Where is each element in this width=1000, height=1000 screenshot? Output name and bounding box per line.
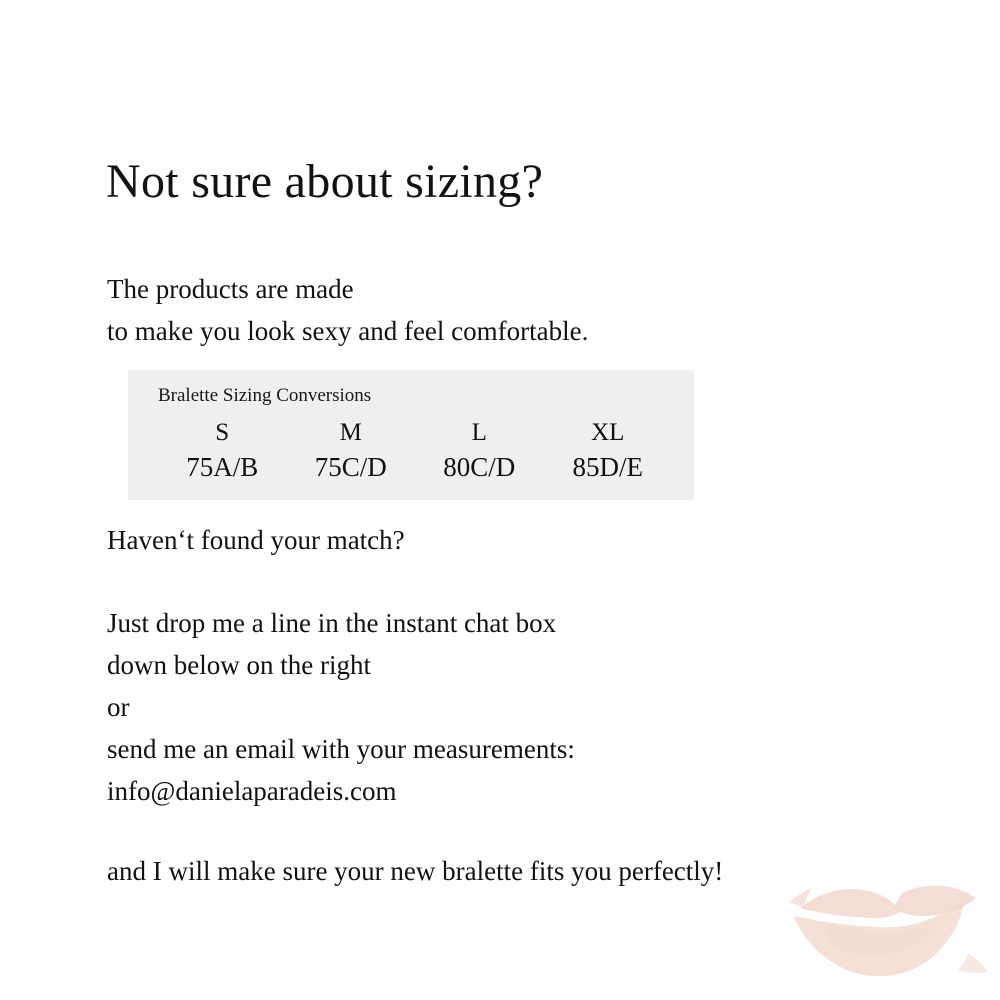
lipstick-kiss-icon bbox=[782, 850, 992, 1000]
contact-line-4: send me an email with your measurements: bbox=[107, 734, 575, 764]
size-label: M bbox=[339, 419, 362, 446]
intro-line-2: to make you look sexy and feel comfortable. bbox=[107, 316, 589, 346]
size-value: 75A/B bbox=[186, 452, 259, 482]
intro-line-1: The products are made bbox=[107, 274, 354, 304]
size-label: S bbox=[215, 419, 230, 446]
contact-line-3: or bbox=[107, 692, 130, 722]
contact-paragraph bbox=[107, 602, 575, 812]
size-table-grid bbox=[158, 416, 672, 484]
size-value: 75C/D bbox=[314, 452, 387, 482]
contact-line-1: Just drop me a line in the instant chat box bbox=[107, 608, 557, 638]
intro-paragraph bbox=[107, 268, 588, 352]
size-label: XL bbox=[591, 419, 625, 446]
closing-line: and I will make sure your new bralette fits you perfectly! bbox=[107, 856, 724, 886]
match-question: Haven‘t found your match? bbox=[107, 525, 405, 555]
size-value: 85D/E bbox=[572, 452, 643, 482]
size-table-title: Bralette Sizing Conversions bbox=[158, 385, 372, 406]
page-title: Not sure about sizing? bbox=[106, 155, 544, 209]
contact-line-2: down below on the right bbox=[107, 650, 371, 680]
size-value: 80C/D bbox=[443, 452, 516, 482]
size-conversion-table bbox=[128, 370, 694, 500]
contact-email[interactable]: info@danielaparadeis.com bbox=[107, 776, 397, 806]
size-label: L bbox=[471, 419, 487, 446]
